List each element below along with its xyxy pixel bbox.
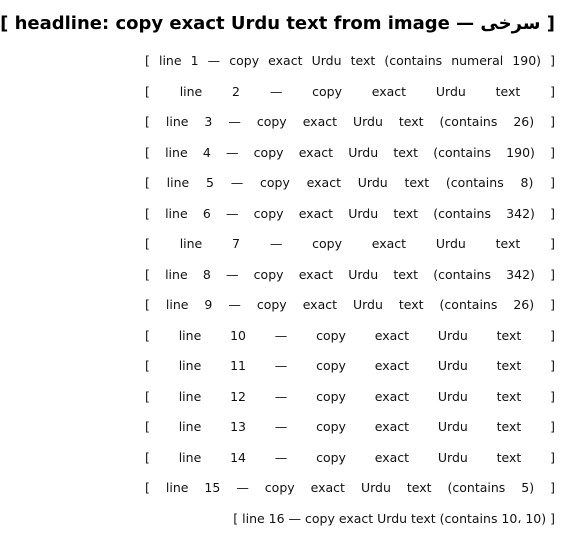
article-line: [ line 15 — copy exact Urdu text (contains 5) ] <box>145 480 555 495</box>
article-line: [ line 1 — copy exact Urdu text (contains numeral 190) ] <box>145 53 555 68</box>
article-line: [ line 5 — copy exact Urdu text (contains 8) ] <box>145 175 555 190</box>
article-body <box>145 46 555 534</box>
article-line: [ line 7 — copy exact Urdu text ] <box>145 236 555 251</box>
article-line: [ line 10 — copy exact Urdu text ] <box>145 327 555 343</box>
article-line: [ line 16 — copy exact Urdu text (contains 10، 10) ] <box>233 510 555 526</box>
article-line: [ line 6 — copy exact Urdu text (contains 342) ] <box>145 205 555 221</box>
article-line: [ line 3 — copy exact Urdu text (contains 26) ] <box>145 114 555 129</box>
article-line: [ line 9 — copy exact Urdu text (contains 26) ] <box>145 297 555 312</box>
article-line: [ line 8 — copy exact Urdu text (contains 342) ] <box>145 266 555 282</box>
article-line: [ line 11 — copy exact Urdu text ] <box>145 358 555 373</box>
article-line: [ line 14 — copy exact Urdu text ] <box>145 449 555 465</box>
article-line: [ line 4 — copy exact Urdu text (contains 190) ] <box>145 144 555 160</box>
article-line: [ line 13 — copy exact Urdu text ] <box>145 419 555 434</box>
article-line: [ line 2 — copy exact Urdu text ] <box>145 83 555 99</box>
article-headline: [ سرخی — headline: copy exact Urdu text from image ] <box>0 13 555 34</box>
article-line: [ line 12 — copy exact Urdu text ] <box>145 388 555 404</box>
